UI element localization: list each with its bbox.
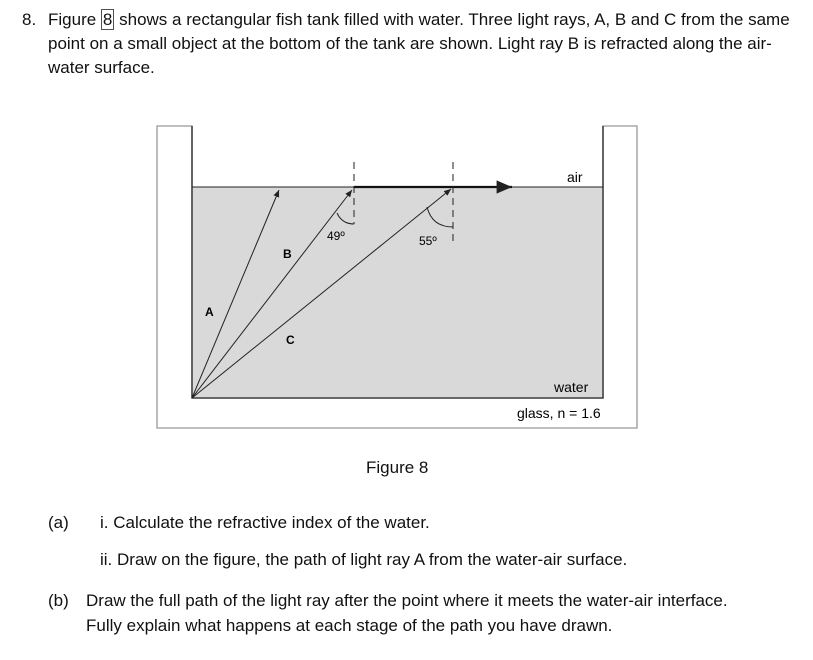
part-a-ii: ii. Draw on the figure, the path of light ray A from the water-air surface. — [100, 550, 628, 569]
part-b-line2: Fully explain what happens at each stage of the path you have drawn. — [86, 616, 613, 635]
label-ray-c: C — [286, 333, 295, 347]
part-a-i: i. Calculate the refractive index of the water. — [100, 513, 430, 532]
part-b-label: (b) — [48, 591, 69, 610]
label-angle-49: 49º — [327, 229, 345, 243]
figure-reference-link[interactable]: 8 — [102, 10, 113, 29]
question-number: 8. — [22, 10, 37, 29]
question-text-rest: shows a rectangular fish tank filled with water. Three light rays, A, B and C from the same point on a small object at the bottom of the tank are shown. Light ray B is refracted along the air-water surface. — [48, 10, 790, 77]
water-region — [192, 187, 603, 398]
part-a-label: (a) — [48, 513, 69, 532]
figure-caption: Figure 8 — [366, 458, 429, 477]
label-ray-a: A — [205, 305, 214, 319]
question-text-start: Figure — [48, 10, 101, 29]
part-b-line1: Draw the full path of the light ray after the point where it meets the water-air interface. — [86, 591, 728, 610]
label-angle-55: 55º — [419, 234, 437, 248]
label-water: water — [554, 379, 589, 395]
label-air: air — [567, 169, 583, 185]
label-glass: glass, n = 1.6 — [517, 405, 601, 421]
label-ray-b: B — [283, 247, 292, 261]
